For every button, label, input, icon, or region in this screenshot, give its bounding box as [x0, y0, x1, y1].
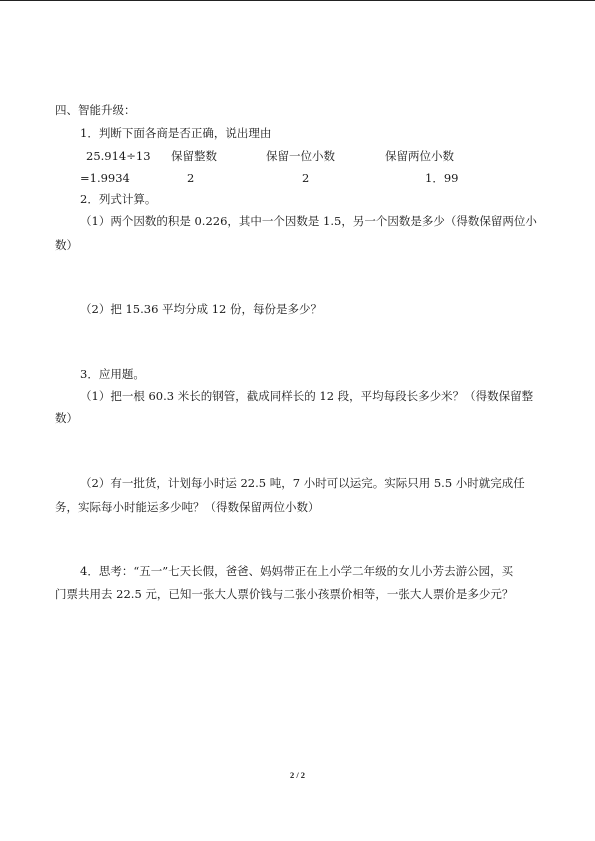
q1-row2-result: =1.9934	[80, 171, 130, 185]
q1-row2-integer-value: 2	[187, 171, 195, 185]
q1-row1-one-decimal-header: 保留一位小数	[266, 149, 335, 163]
q3-part1-line2: 数）	[55, 411, 78, 425]
q3-part2-line1: （2）有一批货，计划每小时运 22.5 吨，7 小时可以运完。实际只用 5.5 小时就完成任	[80, 476, 525, 490]
q2-part1-line1: （1）两个因数的积是 0.226，其中一个因数是 1.5，另一个因数是多少（得数保留两位小	[80, 214, 537, 228]
q3-part1-line1: （1）把一根 60.3 米长的钢管，截成同样长的 12 段，平均每段长多少米？（得数保留整	[80, 389, 534, 403]
page-number: 2 / 2	[289, 770, 306, 780]
q2-title: 2．列式计算。	[80, 192, 157, 206]
q1-row2-one-decimal-value: 2	[302, 171, 310, 185]
q2-part2: （2）把 15.36 平均分成 12 份，每份是多少？	[80, 302, 322, 316]
section-title: 四、智能升级：	[55, 103, 136, 117]
q2-part1-line2: 数）	[55, 238, 78, 252]
q3-title: 3．应用题。	[80, 367, 145, 381]
top-rule	[0, 0, 595, 1]
q1-row2-two-decimal-value: 1．99	[425, 171, 459, 185]
q1-title: 1．判断下面各商是否正确，说出理由	[80, 126, 272, 140]
q1-row1-integer-header: 保留整数	[171, 149, 217, 163]
q1-row1-expression: 25.914÷13	[86, 149, 151, 163]
q4-line2: 门票共用去 22.5 元，已知一张大人票价钱与二张小孩票价相等，一张大人票价是多少元？	[55, 587, 514, 601]
q3-part2-line2: 务，实际每小时能运多少吨？（得数保留两位小数）	[55, 500, 320, 514]
q1-row1-two-decimal-header: 保留两位小数	[385, 149, 454, 163]
q4-line1: 4．思考：“五一”七天长假，爸爸、妈妈带正在上小学二年级的女儿小芳去游公园，买	[80, 564, 514, 578]
